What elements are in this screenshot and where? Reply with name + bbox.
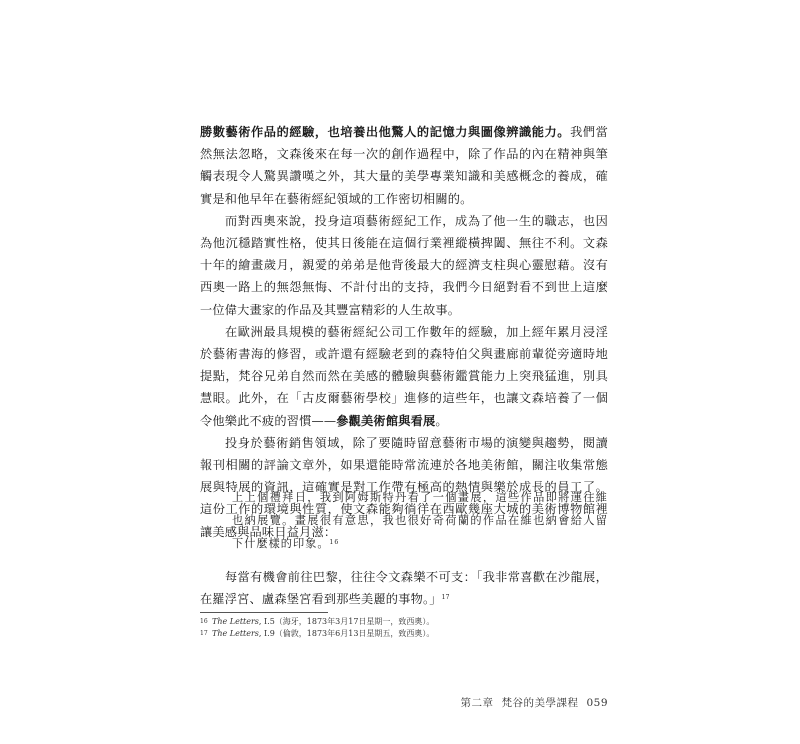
paragraph-1-rest: 我們當然無法忽略，文森後來在每一次的創作過程中，除了作品的內在精神與筆觸表現令人驚異讚嘆之外，其大量的美學專業知識和美感概念的養成，確實是和他早年在藝術經紀領域的工作密切相關的。 — [200, 125, 608, 206]
paragraph-5 — [200, 566, 608, 610]
paragraph-2: 而對西奧來說，投身這項藝術經紀工作，成為了他一生的職志，也因為他沉穩踏實性格，使其日後能在這個行業裡縱橫捭闔、無往不利。文森十年的繪畫歲月，親愛的弟弟是他背後最大的經濟支柱與心靈慰藉。沒有西奧一路上的無怨無悔、不計付出的支持，我們今日絕對看不到世上這麼一位偉大畫家的作品及其豐富精彩的人生故事。 — [200, 213, 608, 317]
paragraph-1-bold-lead: 勝數藝術作品的經驗，也培養出他驚人的記憶力與圖像辨識能力。 — [200, 125, 571, 139]
footnote-number: 17 — [200, 630, 208, 637]
footnote-16 — [200, 616, 608, 628]
running-footer — [460, 695, 608, 710]
footer-chapter: 第二章 — [460, 697, 494, 709]
paragraph-5-text: 每當有機會前往巴黎，往往令文森樂不可支：「我非常喜歡在沙龍展，在羅浮宮、盧森堡宮看到那些美麗的事物。」 — [200, 570, 608, 607]
footnote-ref-text: , I.9（倫敦，1873年6月13日星期五，致西奧）。 — [258, 629, 435, 638]
paragraph-1 — [200, 121, 608, 210]
footnote-17 — [200, 628, 608, 640]
after-quote-paragraph — [200, 566, 608, 610]
footnote-ref-17[interactable]: 17 — [441, 594, 450, 602]
page-number: 059 — [586, 697, 608, 709]
footnote-ref-16[interactable]: 16 — [329, 539, 340, 546]
footnote-ref-text: , I.5（海牙，1873年3月17日星期一，致西奧）。 — [258, 617, 435, 626]
paragraph-3-end: 。 — [435, 413, 448, 428]
footnote-title: The Letters — [212, 629, 259, 638]
footnote-number: 16 — [200, 618, 208, 625]
paragraph-3-bold: 參觀美術館與看展 — [336, 413, 436, 428]
paragraph-3-main: 在歐洲最具規模的藝術經紀公司工作數年的經驗，加上經年累月浸淫於藝術書海的修習，或許還有經驗老到的森特伯父與畫廊前輩從旁適時地提點，梵谷兄弟自然而然在美感的體驗與藝術鑑賞能力上突飛猛進，別具慧眼。此外，在「古皮爾藝術學校」進修的這些年，也讓文森培養了一個令他樂此不疲的習慣—— — [200, 324, 608, 428]
footnote-divider — [200, 612, 328, 613]
block-quote — [232, 486, 608, 555]
block-quote-text — [232, 486, 608, 555]
footnotes — [200, 616, 608, 640]
quote-text: 上上個禮拜日，我到阿姆斯特丹看了一個畫展，這些作品即將運往維也納展覽。畫展很有意思，我也很好奇荷蘭的作品在維也納會給人留下什麼樣的印象。 — [232, 491, 608, 550]
paragraph-3 — [200, 321, 608, 432]
footnote-title: The Letters — [212, 617, 259, 626]
main-body-text — [200, 121, 608, 543]
footer-chapter-title: 梵谷的美學課程 — [501, 697, 579, 709]
paragraph-4: 投身於藝術銷售領域，除了要隨時留意藝術市場的演變與趨勢，閱讀報刊相關的評論文章外，如果還能時常流連於各地美術館，關注收集常態展與特展的資訊，這確實是對工作帶有極高的熱情與樂於成長的員工了。這份工作的環境與性質，使文森能夠徜徉在西歐幾座大城的美術博物館裡讓美感與品味日益月滋： — [200, 435, 608, 539]
